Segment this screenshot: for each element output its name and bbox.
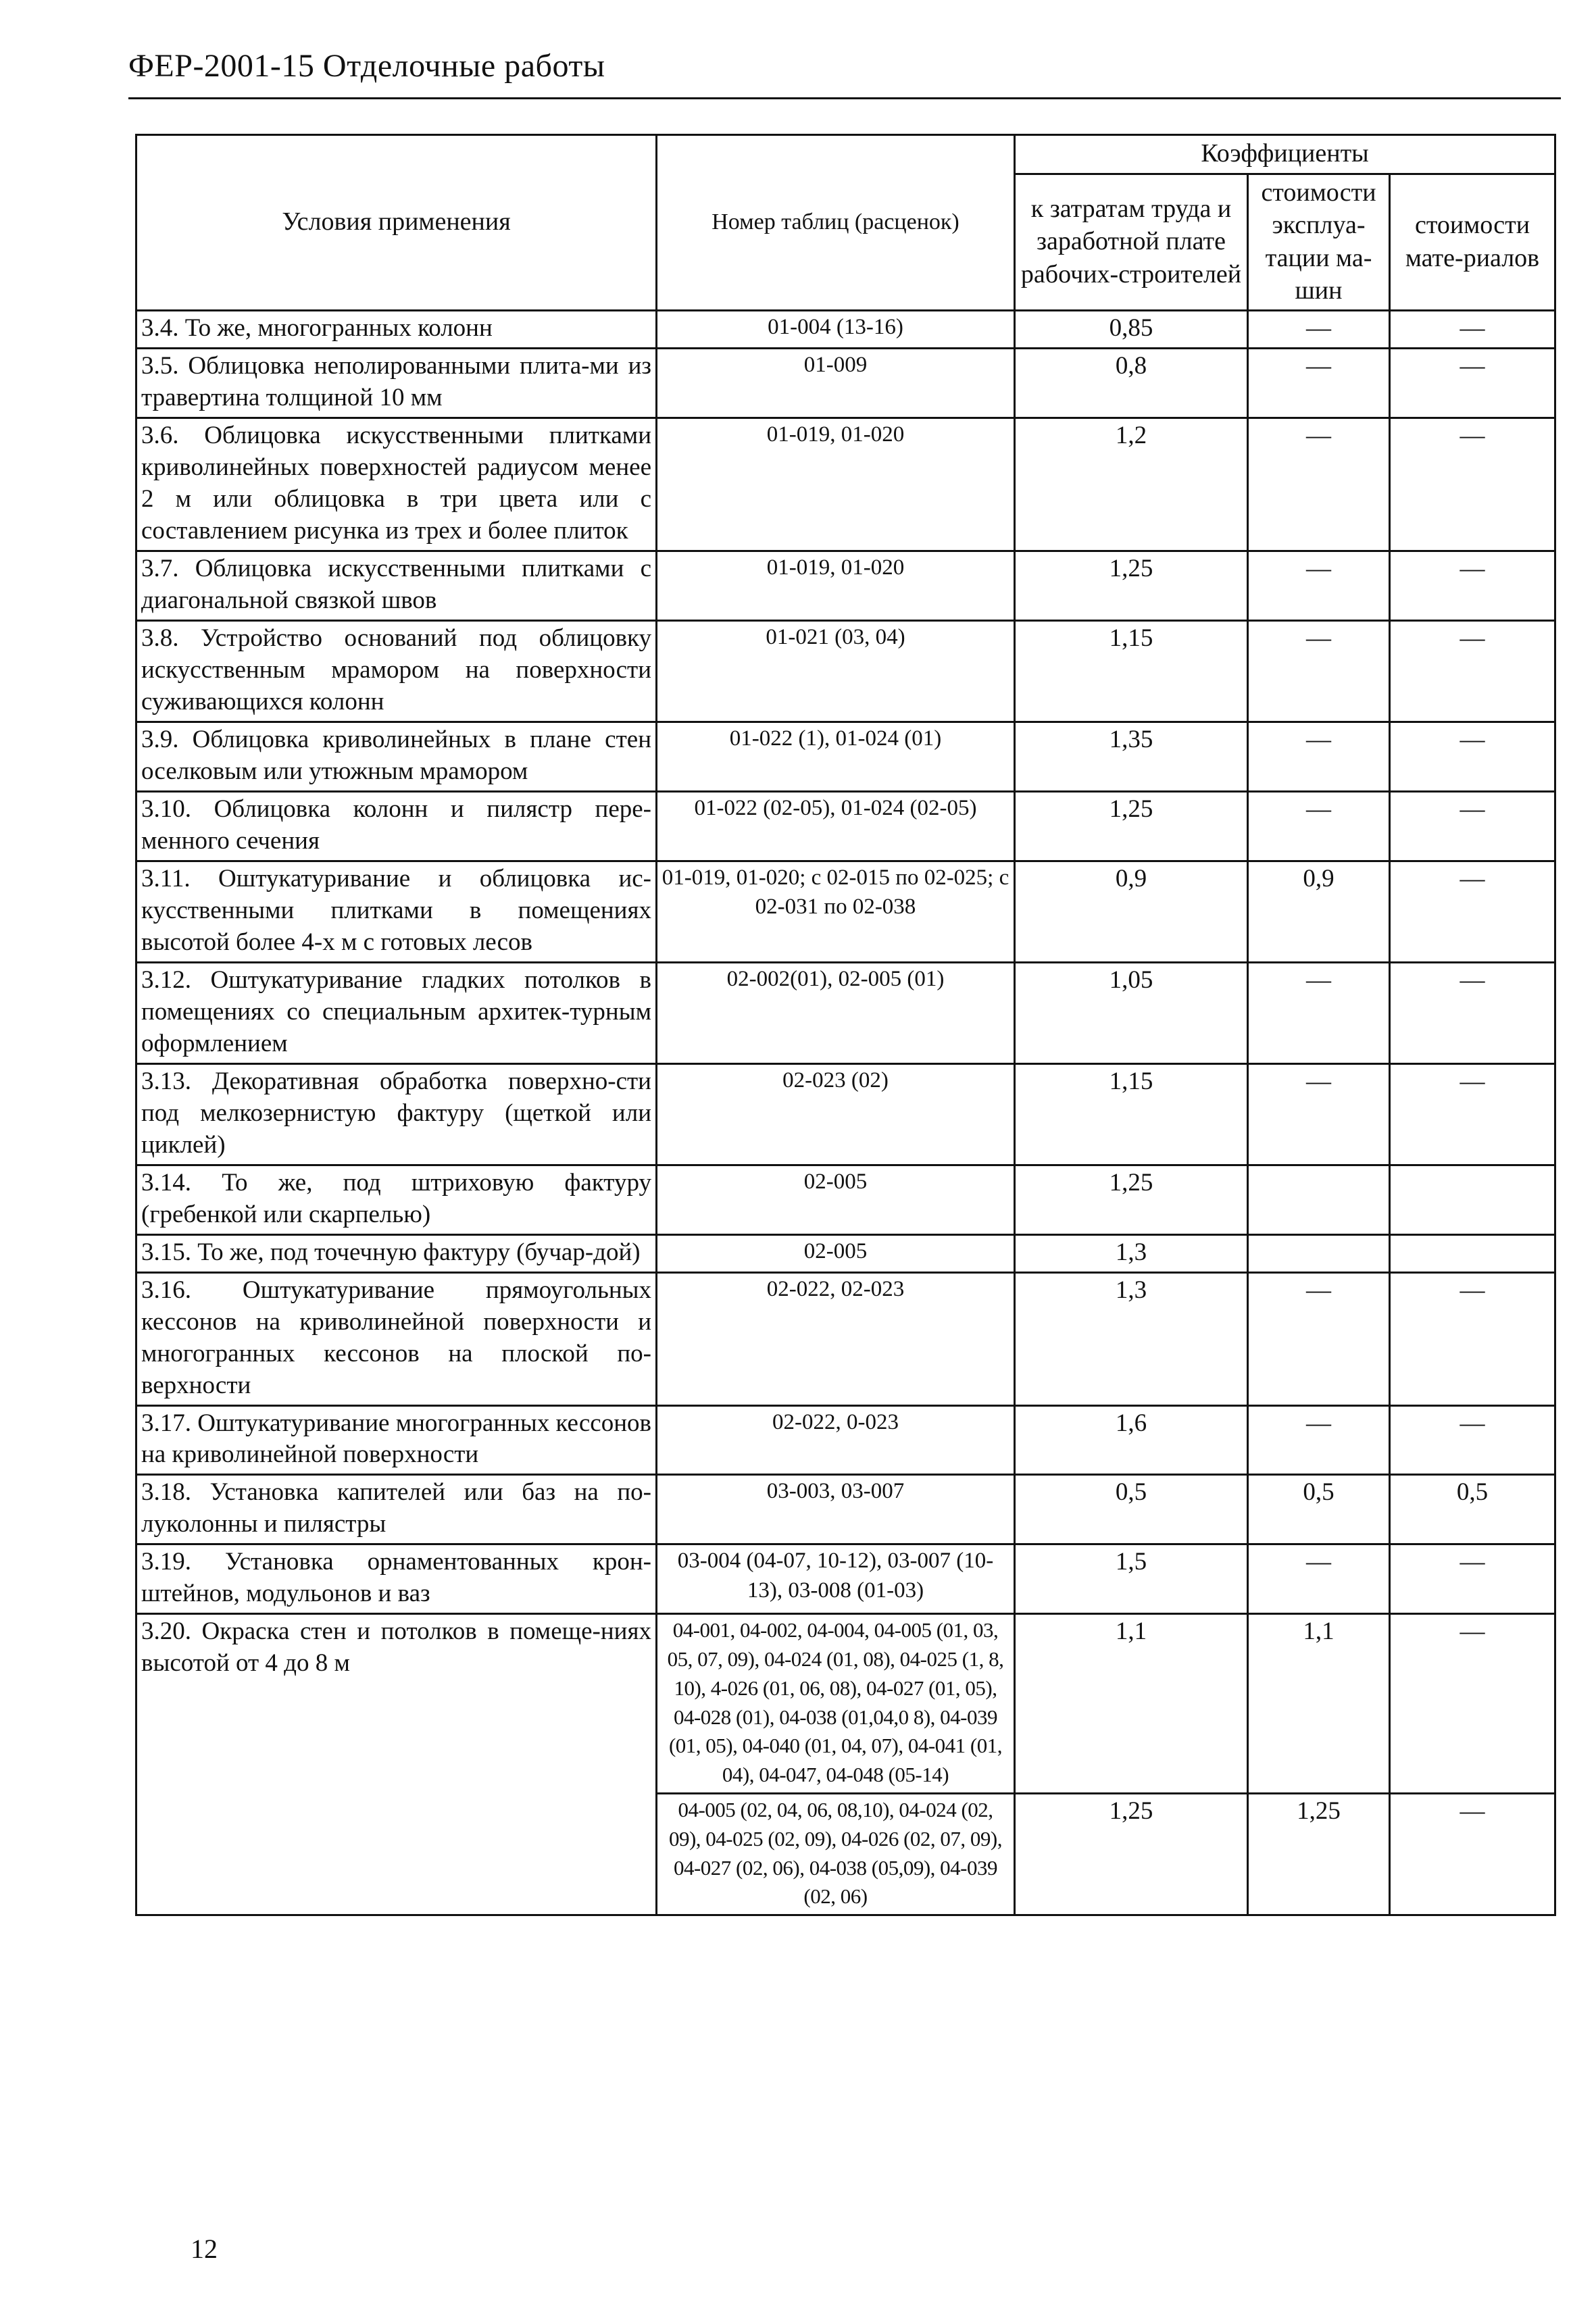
row-condition: 3.4. То же, многогранных колонн bbox=[136, 311, 657, 349]
row-machines: — bbox=[1248, 620, 1390, 722]
table-row bbox=[136, 1405, 1555, 1475]
row-labor: 1,25 bbox=[1015, 791, 1248, 861]
row-materials bbox=[1390, 1234, 1555, 1272]
row-condition: 3.17. Оштукатуривание многогранных кессонов на криволинейной поверхности bbox=[136, 1405, 657, 1475]
table-row bbox=[136, 620, 1555, 722]
row-labor: 0,5 bbox=[1015, 1475, 1248, 1544]
row-materials: — bbox=[1390, 962, 1555, 1063]
row-labor: 1,15 bbox=[1015, 1063, 1248, 1165]
row-machines: — bbox=[1248, 791, 1390, 861]
row-materials: — bbox=[1390, 1272, 1555, 1405]
row-tables: 02-002(01), 02-005 (01) bbox=[657, 962, 1015, 1063]
row-condition: 3.9. Облицовка криволинейных в плане стен оселковым или утюжным мрамором bbox=[136, 722, 657, 791]
row-condition: 3.18. Установка капителей или баз на по-луколонны и пилястры bbox=[136, 1475, 657, 1544]
row-tables: 02-022, 0-023 bbox=[657, 1405, 1015, 1475]
row-materials: — bbox=[1390, 348, 1555, 418]
row-machines: — bbox=[1248, 348, 1390, 418]
row-materials: — bbox=[1390, 620, 1555, 722]
header-rule bbox=[128, 97, 1561, 99]
table-row bbox=[136, 1544, 1555, 1614]
table-row bbox=[136, 1234, 1555, 1272]
row-materials: — bbox=[1390, 1405, 1555, 1475]
row-tables: 04-005 (02, 04, 06, 08,10), 04-024 (02, 09), 04-025 (02, 09), 04-026 (02, 07, 09), 04-027 (02, 06), 04-038 (05,09), 04-039 (02, 06) bbox=[657, 1794, 1015, 1915]
row-tables: 02-022, 02-023 bbox=[657, 1272, 1015, 1405]
table-row bbox=[136, 791, 1555, 861]
row-labor: 1,3 bbox=[1015, 1234, 1248, 1272]
row-condition: 3.10. Облицовка колонн и пилястр пере-менного сечения bbox=[136, 791, 657, 861]
row-tables: 02-005 bbox=[657, 1165, 1015, 1234]
row-machines: 0,9 bbox=[1248, 861, 1390, 962]
page-header-title: ФЕР-2001-15 Отделочные работы bbox=[128, 48, 605, 84]
row-labor: 1,1 bbox=[1015, 1614, 1248, 1794]
row-condition: 3.20. Окраска стен и потолков в помеще-ниях высотой от 4 до 8 м bbox=[136, 1614, 657, 1915]
header-materials: стоимости мате-риалов bbox=[1390, 174, 1555, 311]
table-row bbox=[136, 551, 1555, 620]
table-row bbox=[136, 1475, 1555, 1544]
row-condition: 3.11. Оштукатуривание и облицовка ис-кусственными плитками в помещениях высотой более 4-х м с готовых лесов bbox=[136, 861, 657, 962]
row-labor: 1,15 bbox=[1015, 620, 1248, 722]
table-row bbox=[136, 1165, 1555, 1234]
row-condition: 3.7. Облицовка искусственными плитками с диагональной связкой швов bbox=[136, 551, 657, 620]
row-tables: 02-023 (02) bbox=[657, 1063, 1015, 1165]
row-labor: 1,25 bbox=[1015, 1794, 1248, 1915]
table-row bbox=[136, 722, 1555, 791]
row-machines: — bbox=[1248, 1544, 1390, 1614]
row-labor: 0,85 bbox=[1015, 311, 1248, 349]
table-row bbox=[136, 418, 1555, 551]
row-machines: — bbox=[1248, 311, 1390, 349]
row-machines: 1,25 bbox=[1248, 1794, 1390, 1915]
row-tables: 04-001, 04-002, 04-004, 04-005 (01, 03, 05, 07, 09), 04-024 (01, 08), 04-025 (1, 8, 10), 4-026 (01, 06, 08), 04-027 (01, 05), 04-028 (01), 04-038 (01,04,0 8), 04-039 (01, 05), 04-040 (01, 04, 07), 04-041 (01, 04), 04-047, 04-048 (05-14) bbox=[657, 1614, 1015, 1794]
row-materials: — bbox=[1390, 861, 1555, 962]
table-row bbox=[136, 861, 1555, 962]
row-tables: 01-019, 01-020 bbox=[657, 551, 1015, 620]
row-condition: 3.5. Облицовка неполированными плита-ми из травертина толщиной 10 мм bbox=[136, 348, 657, 418]
table-row bbox=[136, 1614, 1555, 1794]
row-materials: — bbox=[1390, 1544, 1555, 1614]
row-labor: 1,25 bbox=[1015, 1165, 1248, 1234]
row-materials: — bbox=[1390, 1614, 1555, 1794]
row-labor: 1,2 bbox=[1015, 418, 1248, 551]
coefficients-table bbox=[135, 134, 1556, 1916]
row-machines: — bbox=[1248, 722, 1390, 791]
row-condition: 3.15. То же, под точечную фактуру (бучар-дой) bbox=[136, 1234, 657, 1272]
row-materials: — bbox=[1390, 722, 1555, 791]
row-materials bbox=[1390, 1165, 1555, 1234]
row-machines: — bbox=[1248, 962, 1390, 1063]
row-machines bbox=[1248, 1234, 1390, 1272]
row-machines: — bbox=[1248, 1272, 1390, 1405]
header-conditions: Условия применения bbox=[136, 135, 657, 311]
row-machines: — bbox=[1248, 1405, 1390, 1475]
row-tables: 02-005 bbox=[657, 1234, 1015, 1272]
row-materials: 0,5 bbox=[1390, 1475, 1555, 1544]
row-materials: — bbox=[1390, 1063, 1555, 1165]
row-labor: 0,8 bbox=[1015, 348, 1248, 418]
row-condition: 3.6. Облицовка искусственными плитками криволинейных поверхностей радиусом менее 2 м или облицовка в три цвета или с составлением рисунка из трех и более плиток bbox=[136, 418, 657, 551]
header-labor: к затратам труда и заработной плате рабочих-строителей bbox=[1015, 174, 1248, 311]
row-tables: 01-019, 01-020 bbox=[657, 418, 1015, 551]
table-row bbox=[136, 1272, 1555, 1405]
row-machines: — bbox=[1248, 551, 1390, 620]
row-tables: 01-021 (03, 04) bbox=[657, 620, 1015, 722]
page-number: 12 bbox=[191, 2234, 218, 2264]
row-tables: 01-022 (1), 01-024 (01) bbox=[657, 722, 1015, 791]
row-condition: 3.14. То же, под штриховую фактуру (гребенкой или скарпелью) bbox=[136, 1165, 657, 1234]
row-machines bbox=[1248, 1165, 1390, 1234]
row-labor: 1,5 bbox=[1015, 1544, 1248, 1614]
row-condition: 3.16. Оштукатуривание прямоугольных кессонов на криволинейной поверхности и многогранных кессонов на плоской по-верхности bbox=[136, 1272, 657, 1405]
table-row bbox=[136, 311, 1555, 349]
row-tables: 01-009 bbox=[657, 348, 1015, 418]
row-machines: 1,1 bbox=[1248, 1614, 1390, 1794]
table-row bbox=[136, 1063, 1555, 1165]
row-tables: 03-004 (04-07, 10-12), 03-007 (10-13), 03-008 (01-03) bbox=[657, 1544, 1015, 1614]
table-row bbox=[136, 962, 1555, 1063]
row-materials: — bbox=[1390, 311, 1555, 349]
row-labor: 1,3 bbox=[1015, 1272, 1248, 1405]
row-tables: 03-003, 03-007 bbox=[657, 1475, 1015, 1544]
row-machines: — bbox=[1248, 1063, 1390, 1165]
row-labor: 1,25 bbox=[1015, 551, 1248, 620]
row-condition: 3.13. Декоративная обработка поверхно-сти под мелкозернистую фактуру (щеткой или циклей) bbox=[136, 1063, 657, 1165]
row-tables: 01-019, 01-020; с 02-015 по 02-025; с 02-031 по 02-038 bbox=[657, 861, 1015, 962]
row-labor: 1,05 bbox=[1015, 962, 1248, 1063]
row-materials: — bbox=[1390, 1794, 1555, 1915]
header-coefficients: Коэффициенты bbox=[1015, 135, 1555, 174]
row-condition: 3.19. Установка орнаментованных крон-штейнов, модульонов и ваз bbox=[136, 1544, 657, 1614]
row-tables: 01-004 (13-16) bbox=[657, 311, 1015, 349]
row-materials: — bbox=[1390, 551, 1555, 620]
row-labor: 1,6 bbox=[1015, 1405, 1248, 1475]
table-row bbox=[136, 348, 1555, 418]
header-machines: стоимости эксплуа-тации ма-шин bbox=[1248, 174, 1390, 311]
row-tables: 01-022 (02-05), 01-024 (02-05) bbox=[657, 791, 1015, 861]
row-labor: 1,35 bbox=[1015, 722, 1248, 791]
row-machines: 0,5 bbox=[1248, 1475, 1390, 1544]
row-labor: 0,9 bbox=[1015, 861, 1248, 962]
row-materials: — bbox=[1390, 418, 1555, 551]
row-condition: 3.12. Оштукатуривание гладких потолков в помещениях со специальным архитек-турным оформлением bbox=[136, 962, 657, 1063]
header-table-number: Номер таблиц (расценок) bbox=[657, 135, 1015, 311]
row-machines: — bbox=[1248, 418, 1390, 551]
row-condition: 3.8. Устройство оснований под облицовку искусственным мрамором на поверхности суживающихся колонн bbox=[136, 620, 657, 722]
row-materials: — bbox=[1390, 791, 1555, 861]
